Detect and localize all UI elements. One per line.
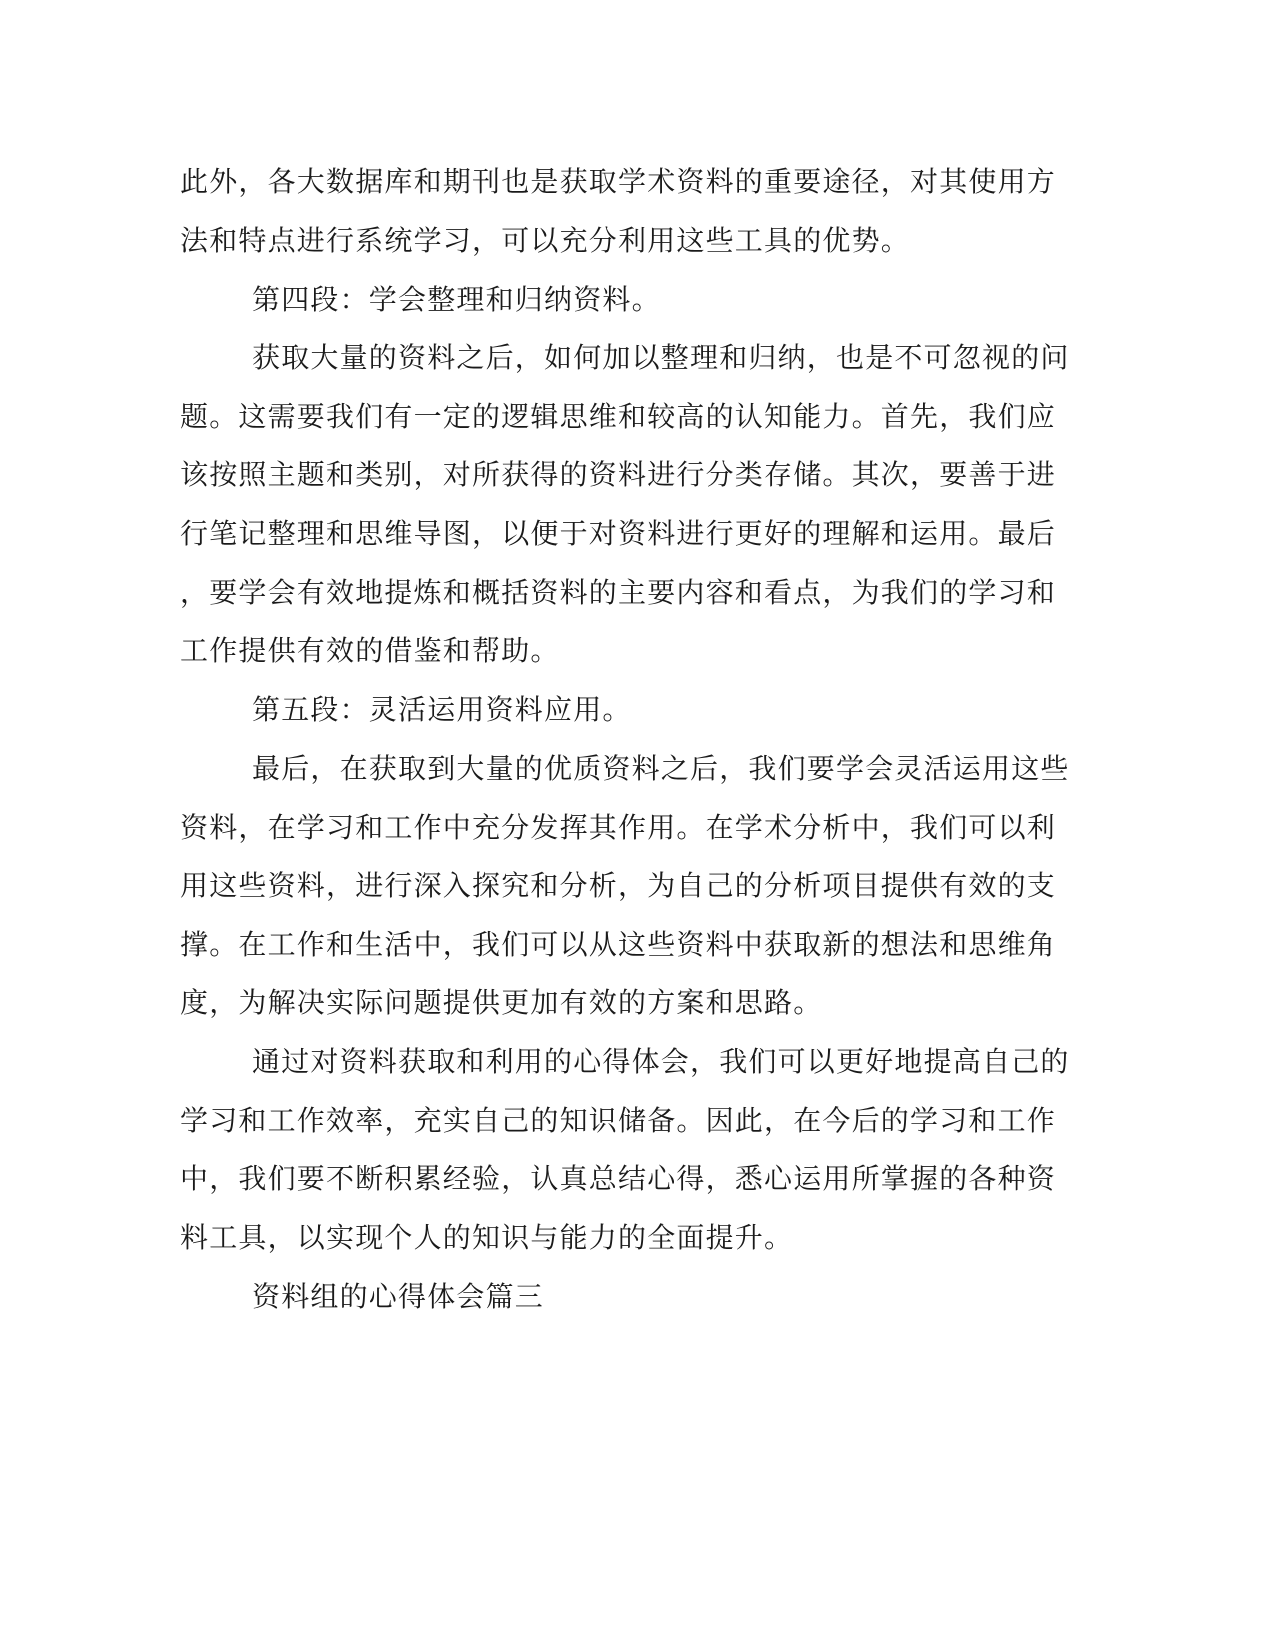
text-line: 题。这需要我们有一定的逻辑思维和较高的认知能力。首先，我们应 [180,400,1057,433]
text-line: 法和特点进行系统学习，可以充分利用这些工具的优势。 [180,224,911,257]
text-line: ，要学会有效地提炼和概括资料的主要内容和看点，为我们的学习和 [180,576,1057,609]
text-line: 此外，各大数据库和期刊也是获取学术资料的重要途径，对其使用方 [180,165,1057,198]
text-line: 中，我们要不断积累经验，认真总结心得，悉心运用所掌握的各种资 [180,1162,1057,1195]
text-line: 度，为解决实际问题提供更加有效的方案和思路。 [180,986,823,1019]
text-line: 学习和工作效率，充实自己的知识储备。因此，在今后的学习和工作 [180,1104,1057,1137]
text-line: 该按照主题和类别，对所获得的资料进行分类存储。其次，要善于进 [180,458,1057,491]
text-line: 撑。在工作和生活中，我们可以从这些资料中获取新的想法和思维角 [180,928,1057,961]
section-heading: 第五段：灵活运用资料应用。 [252,693,632,726]
text-line: 最后，在获取到大量的优质资料之后，我们要学会灵活运用这些 [252,752,1070,785]
text-line: 用这些资料，进行深入探究和分析，为自己的分析项目提供有效的支 [180,869,1057,902]
text-line: 获取大量的资料之后，如何加以整理和归纳，也是不可忽视的问 [252,341,1070,374]
text-line: 通过对资料获取和利用的心得体会，我们可以更好地提高自己的 [252,1045,1070,1078]
text-line: 料工具，以实现个人的知识与能力的全面提升。 [180,1221,794,1254]
text-line: 工作提供有效的借鉴和帮助。 [180,634,560,667]
section-heading: 第四段：学会整理和归纳资料。 [252,283,661,316]
text-line: 行笔记整理和思维导图，以便于对资料进行更好的理解和运用。最后 [180,517,1057,550]
section-title: 资料组的心得体会篇三 [252,1280,545,1313]
text-line: 资料，在学习和工作中充分发挥其作用。在学术分析中，我们可以利 [180,811,1057,844]
